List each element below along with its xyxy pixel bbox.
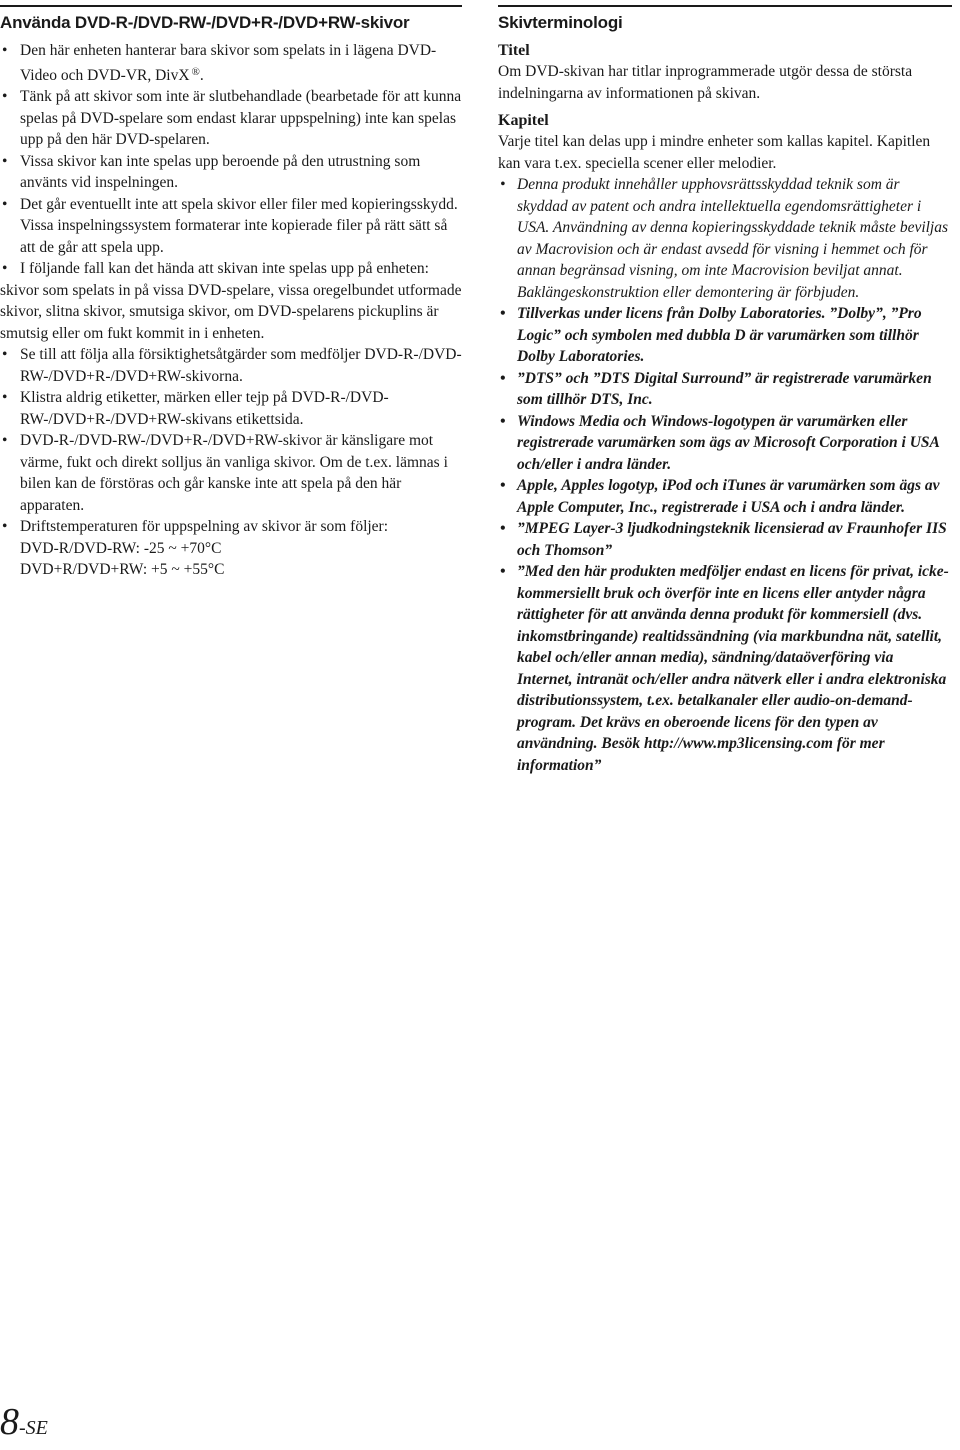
section-heading-dvd-discs: Använda DVD-R-/DVD-RW-/DVD+R-/DVD+RW-skivor xyxy=(0,5,462,35)
list-item: • ”DTS” och ”DTS Digital Surround” är registrerade varumärken som tillhör DTS, Inc. xyxy=(498,368,952,411)
section-heading-terminology: Skivterminologi xyxy=(498,5,952,35)
bullet-intro: • I följande fall kan det hända att skivan inte spelas upp på enheten: xyxy=(20,260,429,277)
registered-mark: ® xyxy=(191,65,200,78)
list-item: • DVD-R-/DVD-RW-/DVD+R-/DVD+RW-skivor är känsligare mot värme, fukt och direkt solljus än vanliga skivor. Om de t.ex. lämnas i bilen kan de förstöras och går kanske inte att spela på den här apparaten. xyxy=(0,430,462,516)
list-item: • Vissa skivor kan inte spelas upp beroende på den utrustning som använts vid inspelningen. xyxy=(0,151,462,194)
subheading-titel: Titel xyxy=(498,42,530,59)
trademark-list xyxy=(498,303,952,776)
list-item: • ”Med den här produkten medföljer endast en licens för privat, icke-kommersiellt bruk och överför inte en licens eller antyder några rättigheter för att använda denna produkt för kommersiell (dvs. inkomstbringande) realtidssändning (via markbundna nät, satellit, kabel och/eller annan media), sändning/dataöverföring via Internet, intranät och/eller andra nätverk eller i andra elektroniska distributionssystem, t.ex. betalkanaler eller audio-on-demand-program. Det krävs en oberoende licens för den typen av användning. Besök http://www.mp3licensing.com för mer information” xyxy=(498,561,952,776)
list-item xyxy=(0,40,462,86)
temperature-line-plus: DVD+R/DVD+RW: +5 ~ +55°C xyxy=(20,561,225,578)
list-item: • Tänk på att skivor som inte är slutbehandlade (bearbetade för att kunna spelas på DVD-spelare som endast klarar uppspelning) inte kan spelas upp på den här DVD-spelaren. xyxy=(0,86,462,151)
page-number xyxy=(0,1402,48,1450)
left-column xyxy=(0,0,462,581)
list-item: • ”MPEG Layer-3 ljudkodningsteknik licensierad av Fraunhofer IIS och Thomson” xyxy=(498,518,952,561)
copyright-notice-list xyxy=(498,174,952,303)
bullet-detail: skivor som spelats in på vissa DVD-spelare, vissa oregelbundet utformade skivor, slitna skivor, smutsiga skivor, om DVD-spelarens pickuplins är smutsig eller om fukt kommit in i enheten. xyxy=(0,281,462,342)
list-item: • Denna produkt innehåller upphovsrättsskyddad teknik som är skyddad av patent och andra intellektuella egendomsrättigheter i USA. Användning av denna kopieringsskyddade teknik måste beviljas av Macrovision och är endast avsedd för visning i hemmet och för annan begränsad visning, om inte Macrovision beviljat annat. Baklängeskonstruktion eller demontering är förbjuden. xyxy=(498,174,952,303)
list-item: • Windows Media och Windows-logotypen är varumärken eller registrerade varumärken som ägs av Microsoft Corporation i USA och/eller i andra länder. xyxy=(498,411,952,476)
kapitel-description: Varje titel kan delas upp i mindre enheter som kallas kapitel. Kapitlen kan vara t.ex. speciella scener eller melodier. xyxy=(498,133,931,172)
list-item: • Se till att följa alla försiktighetsåtgärder som medföljer DVD-R-/DVD-RW-/DVD+R-/DVD+RW-skivorna. xyxy=(0,344,462,387)
temperature-line-minus: DVD-R/DVD-RW: -25 ~ +70°C xyxy=(20,539,222,557)
list-item xyxy=(0,516,462,581)
titel-description: Om DVD-skivan har titlar inprogrammerade utgör dessa de största indelningarna av informationen på skivan. xyxy=(498,63,913,102)
bullet-text-end: . xyxy=(199,66,204,84)
bullet-intro: • Driftstemperaturen för uppspelning av skivor är som följer: xyxy=(20,518,389,535)
page-number-suffix: -SE xyxy=(19,1417,48,1439)
list-item: • Apple, Apples logotyp, iPod och iTunes är varumärken som ägs av Apple Computer, Inc., registrerade i USA och i andra länder. xyxy=(498,475,952,518)
list-item xyxy=(0,258,462,344)
subheading-kapitel: Kapitel xyxy=(498,112,549,129)
page-number-digit: 8 xyxy=(0,1401,19,1443)
dvd-discs-bullet-list xyxy=(0,40,462,581)
list-item: • Tillverkas under licens från Dolby Laboratories. ”Dolby”, ”Pro Logic” och symbolen med dubbla D är varumärken som tillhör Dolby Laboratories. xyxy=(498,303,952,368)
list-item: • Klistra aldrig etiketter, märken eller tejp på DVD-R-/DVD-RW-/DVD+R-/DVD+RW-skivans etikettsida. xyxy=(0,387,462,430)
list-item: • Det går eventuellt inte att spela skivor eller filer med kopieringsskydd. Vissa inspelningssystem formaterar inte kopierade filer på rätt sätt så att de går att spela upp. xyxy=(0,194,462,259)
bullet-text: Den här enheten hanterar bara skivor som spelats in i lägena DVD-Video och DVD-VR, DivX xyxy=(20,42,437,84)
right-column xyxy=(498,0,952,776)
